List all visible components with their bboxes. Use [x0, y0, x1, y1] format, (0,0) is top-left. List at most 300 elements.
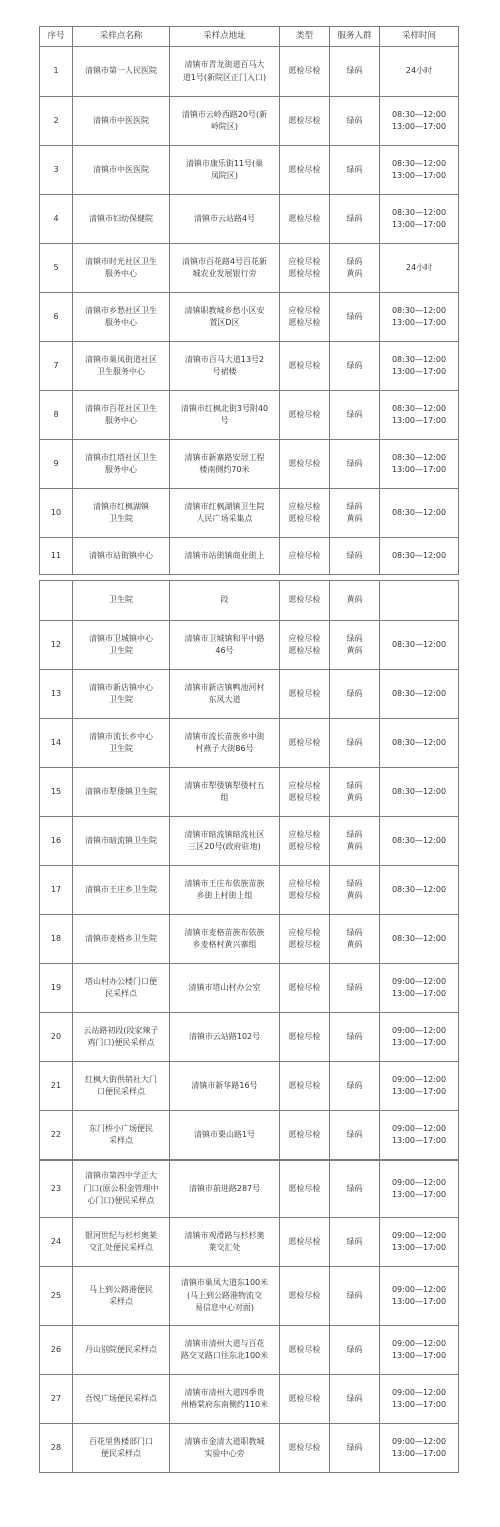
cell-line: 13:00—17:00 — [391, 1297, 447, 1306]
cell-crowd — [330, 244, 380, 293]
cell-line: 心门口)便民采样点 — [87, 1196, 155, 1206]
cell-time — [380, 342, 459, 391]
cell-line: 清镇市云岭西路20号(新 — [181, 109, 268, 119]
cell-name — [73, 621, 170, 670]
cell-addr — [170, 342, 280, 391]
cell-name — [73, 581, 170, 621]
cell-type — [280, 47, 330, 97]
cell-addr — [170, 581, 280, 621]
cell-crowd — [330, 1161, 380, 1218]
cell-name — [73, 146, 170, 195]
cell-line: 愿检尽检 — [288, 793, 321, 802]
cell-line: 09:00—12:00 — [391, 1436, 447, 1446]
table-row — [40, 964, 459, 1013]
cell-name — [73, 1111, 170, 1160]
cell-crowd — [330, 97, 380, 146]
cell-line: 13:00—17:00 — [391, 367, 447, 376]
cell-crowd — [330, 1267, 380, 1326]
cell-no: 10 — [40, 489, 73, 538]
cell-addr — [170, 97, 280, 146]
cell-line: 愿检尽检 — [288, 1183, 321, 1193]
cell-line: 09:00—12:00 — [391, 1177, 447, 1187]
cell-addr — [170, 1062, 280, 1111]
cell-time — [380, 97, 459, 146]
cell-line: 清镇市流长乡中心 — [89, 731, 153, 741]
cell-line: 黄码 — [346, 595, 363, 605]
cell-line: 清镇市清州大道与百花 — [184, 1338, 265, 1348]
cell-crowd — [330, 1013, 380, 1062]
cell-addr — [170, 915, 280, 964]
cell-time — [380, 1111, 459, 1160]
cell-name — [73, 489, 170, 538]
cell-line: 民采样点 — [105, 989, 137, 998]
cell-time — [380, 817, 459, 866]
cell-line: 愿检尽检 — [288, 842, 321, 851]
cell-line: 13:00—17:00 — [391, 1400, 447, 1409]
cell-time — [380, 146, 459, 195]
cell-line: 08:30—12:00 — [391, 403, 447, 413]
table-row — [40, 538, 459, 575]
cell-addr — [170, 146, 280, 195]
cell-time — [380, 1267, 459, 1326]
cell-type — [280, 1375, 330, 1424]
cell-line: 塔山村办公楼门口便 — [85, 976, 157, 986]
sampling-table-part-3 — [39, 1160, 459, 1473]
cell-line: 愿检尽检 — [288, 269, 321, 278]
cell-no: 19 — [40, 964, 73, 1013]
cell-crowd — [330, 581, 380, 621]
cell-line: 清镇市百马大道13号2 — [184, 354, 265, 364]
cell-crowd — [330, 866, 380, 915]
cell-time — [380, 1161, 459, 1218]
cell-line: 绿码 — [346, 360, 363, 370]
table-row — [40, 1375, 459, 1424]
table-row — [40, 915, 459, 964]
cell-time — [380, 440, 459, 489]
cell-time — [380, 538, 459, 575]
cell-line: 13:00—17:00 — [391, 1087, 447, 1096]
cell-line: 清镇市红枫湖镇 — [93, 501, 149, 511]
cell-line: 愿检尽检 — [288, 458, 321, 468]
cell-line: 08:30—12:00 — [391, 305, 447, 315]
cell-line: 黄码 — [346, 793, 363, 802]
cell-addr — [170, 489, 280, 538]
cell-line: 09:00—12:00 — [391, 1387, 447, 1397]
cell-line: 清镇市前进路287号 — [188, 1183, 261, 1193]
table-row — [40, 1267, 459, 1326]
cell-time — [380, 915, 459, 964]
cell-line: 清镇市麦格苗族布依族 — [184, 927, 265, 937]
cell-line: 黄码 — [346, 514, 363, 523]
sampling-table-part-2 — [39, 580, 459, 1160]
column-header: 采样点名称 — [73, 27, 170, 47]
cell-line: 清镇市栗山路1号 — [193, 1129, 256, 1139]
cell-name — [73, 915, 170, 964]
cell-line: 清镇市卫城镇中心 — [89, 633, 153, 643]
table-row — [40, 719, 459, 768]
cell-line: 村燕子大街86号 — [195, 744, 254, 753]
cell-line: 清镇市王庄乡卫生院 — [85, 884, 157, 894]
cell-type — [280, 581, 330, 621]
cell-line: 清镇市新华路16号 — [191, 1080, 258, 1090]
cell-line: 清镇市巢凤街道社区 — [85, 354, 157, 364]
cell-no: 2 — [40, 97, 73, 146]
cell-line: 清镇市中医医院 — [93, 164, 149, 174]
cell-line: 实验中心旁 — [204, 1449, 245, 1458]
cell-type — [280, 146, 330, 195]
cell-time — [380, 244, 459, 293]
cell-line: 绿码 — [346, 1129, 363, 1139]
cell-line: 号 — [220, 416, 229, 425]
cell-time — [380, 1375, 459, 1424]
table-row — [40, 97, 459, 146]
table-row — [40, 1111, 459, 1160]
cell-crowd — [330, 817, 380, 866]
cell-line: 马上到公路港便民 — [89, 1284, 153, 1294]
cell-addr — [170, 866, 280, 915]
cell-crowd — [330, 440, 380, 489]
cell-line: 绿码 — [346, 1031, 363, 1041]
cell-line: 13:00—17:00 — [391, 171, 447, 180]
cell-line: 清镇市站街镇商业街上 — [184, 550, 265, 560]
cell-addr — [170, 1424, 280, 1473]
cell-line: 应检尽检 — [288, 305, 321, 315]
cell-name — [73, 1161, 170, 1218]
cell-line: 46号 — [215, 646, 234, 655]
cell-no: 23 — [40, 1161, 73, 1218]
cell-line: 清镇市新店镇中心 — [89, 682, 153, 692]
cell-addr — [170, 621, 280, 670]
cell-line: 应检尽检 — [288, 878, 321, 888]
table-row — [40, 621, 459, 670]
cell-time — [380, 866, 459, 915]
cell-line: 乡麦格村黄兴寨组 — [192, 940, 257, 949]
table-row — [40, 866, 459, 915]
cell-no: 20 — [40, 1013, 73, 1062]
cell-line: 清镇市百花路4号百花新 — [181, 256, 268, 266]
cell-line: 人民广场采集点 — [196, 514, 253, 523]
cell-addr — [170, 1267, 280, 1326]
cell-line: 丹山别院便民采样点 — [85, 1344, 157, 1354]
cell-time — [380, 1218, 459, 1267]
cell-line: 州椿棠府东南侧约110米 — [180, 1400, 269, 1409]
cell-line: 凤院区) — [210, 171, 239, 180]
cell-line: 绿码 — [346, 1442, 363, 1452]
cell-line: 24小时 — [405, 262, 433, 272]
cell-line: 13:00—17:00 — [391, 1190, 447, 1199]
cell-line: 绿码 — [346, 829, 363, 839]
cell-no: 6 — [40, 293, 73, 342]
cell-line: 道1号(新院区正门入口) — [182, 72, 267, 82]
cell-line: 服务中心 — [105, 318, 137, 327]
cell-line: 13:00—17:00 — [391, 416, 447, 425]
cell-type — [280, 440, 330, 489]
cell-addr — [170, 195, 280, 244]
cell-line: 愿检尽检 — [288, 940, 321, 949]
column-header: 服务人群 — [330, 27, 380, 47]
cell-line: 三区20号(政府驻地) — [188, 842, 261, 851]
cell-line: 云站路初段(段家辣子 — [83, 1025, 159, 1035]
cell-name — [73, 1267, 170, 1326]
cell-line: 清镇市乡愁社区卫生 — [85, 305, 157, 315]
cell-line: 08:30—12:00 — [391, 737, 447, 747]
cell-line: (马上到公路港物流交 — [186, 1290, 263, 1300]
cell-line: 08:30—12:00 — [391, 507, 447, 517]
cell-line: 清镇市流长苗族乡中街 — [184, 731, 265, 741]
cell-no: 17 — [40, 866, 73, 915]
table-row — [40, 440, 459, 489]
cell-line: 绿码 — [346, 66, 363, 76]
cell-line: 银河世纪与杉杉奥莱 — [85, 1230, 157, 1240]
cell-no: 4 — [40, 195, 73, 244]
cell-line: 愿检尽检 — [288, 1129, 321, 1139]
cell-name — [73, 1062, 170, 1111]
cell-line: 绿码 — [346, 878, 363, 888]
cell-line: 清镇市红塔社区卫生 — [85, 452, 157, 462]
cell-line: 卫生院 — [109, 514, 133, 523]
cell-crowd — [330, 670, 380, 719]
cell-line: 清镇市第一人民医院 — [85, 66, 157, 76]
cell-no: 25 — [40, 1267, 73, 1326]
cell-addr — [170, 244, 280, 293]
table-row — [40, 47, 459, 97]
cell-addr — [170, 1161, 280, 1218]
cell-line: 08:30—12:00 — [391, 452, 447, 462]
cell-line: 09:00—12:00 — [391, 1230, 447, 1240]
table-row — [40, 342, 459, 391]
column-header: 采样时间 — [380, 27, 459, 47]
cell-no: 11 — [40, 538, 73, 575]
table-row — [40, 1013, 459, 1062]
cell-line: 岭院区) — [210, 122, 239, 131]
cell-no: 26 — [40, 1326, 73, 1375]
cell-line: 清镇市红枫北街3号附40 — [180, 403, 269, 413]
cell-line: 清镇市暗流镇暗流社区 — [184, 829, 265, 839]
cell-addr — [170, 1013, 280, 1062]
cell-line: 口便民采样点 — [97, 1087, 145, 1096]
cell-type — [280, 342, 330, 391]
cell-line: 13:00—17:00 — [391, 1243, 447, 1252]
cell-crowd — [330, 293, 380, 342]
cell-type — [280, 817, 330, 866]
cell-line: 段 — [220, 595, 229, 605]
cell-crowd — [330, 489, 380, 538]
table-row — [40, 195, 459, 244]
cell-line: 13:00—17:00 — [391, 1351, 447, 1360]
cell-name — [73, 1424, 170, 1473]
sampling-table-part-1 — [39, 26, 459, 575]
cell-addr — [170, 47, 280, 97]
cell-line: 服务中心 — [105, 416, 137, 425]
cell-crowd — [330, 47, 380, 97]
cell-addr — [170, 391, 280, 440]
cell-crowd — [330, 1326, 380, 1375]
cell-crowd — [330, 1424, 380, 1473]
cell-line: 愿检尽检 — [288, 318, 321, 327]
table-row — [40, 768, 459, 817]
cell-line: 愿检尽检 — [288, 737, 321, 747]
cell-line: 清镇市暗流镇卫生院 — [85, 835, 157, 845]
cell-line: 愿检尽检 — [288, 66, 321, 76]
cell-line: 08:30—12:00 — [391, 207, 447, 217]
column-header: 采样点地址 — [170, 27, 280, 47]
cell-time — [380, 489, 459, 538]
cell-line: 组 — [220, 793, 229, 802]
cell-line: 应检尽检 — [288, 501, 321, 511]
cell-line: 绿码 — [346, 633, 363, 643]
cell-crowd — [330, 1111, 380, 1160]
cell-name — [73, 440, 170, 489]
cell-line: 清镇市第四中学正大 — [85, 1171, 157, 1181]
cell-line: 卫生院 — [109, 744, 133, 753]
cell-line: 08:30—12:00 — [391, 639, 447, 649]
cell-line: 清镇市王庄布依族苗族 — [184, 878, 265, 888]
cell-no: 5 — [40, 244, 73, 293]
cell-no: 1 — [40, 47, 73, 97]
cell-type — [280, 293, 330, 342]
cell-line: 08:30—12:00 — [391, 550, 447, 560]
cell-line: 愿检尽检 — [288, 891, 321, 900]
table-row — [40, 1218, 459, 1267]
cell-line: 红枫大街供销社大门 — [85, 1074, 157, 1084]
cell-name — [73, 391, 170, 440]
cell-no: 28 — [40, 1424, 73, 1473]
cell-line: 路交叉路口往东北100米 — [180, 1351, 269, 1360]
cell-addr — [170, 768, 280, 817]
cell-line: 清镇职教城乡愁小区安 — [184, 305, 265, 315]
cell-line: 清镇市红枫湖镇卫生院 — [184, 501, 265, 511]
cell-line: 清镇市妇幼保健院 — [89, 213, 153, 223]
cell-name — [73, 1375, 170, 1424]
cell-name — [73, 97, 170, 146]
cell-line: 08:30—12:00 — [391, 688, 447, 698]
cell-line: 清镇市百花社区卫生 — [85, 403, 157, 413]
table-row — [40, 146, 459, 195]
cell-line: 绿码 — [346, 1393, 363, 1403]
cell-crowd — [330, 1218, 380, 1267]
cell-line: 采样点 — [109, 1136, 133, 1145]
cell-type — [280, 1161, 330, 1218]
cell-line: 东风大道 — [208, 695, 241, 704]
cell-name — [73, 538, 170, 575]
cell-no: 21 — [40, 1062, 73, 1111]
cell-line: 13:00—17:00 — [391, 318, 447, 327]
cell-line: 卫生服务中心 — [97, 367, 145, 376]
cell-line: 应检尽检 — [288, 550, 321, 560]
cell-name — [73, 1218, 170, 1267]
cell-line: 13:00—17:00 — [391, 1136, 447, 1145]
cell-name — [73, 817, 170, 866]
cell-line: 绿码 — [346, 256, 363, 266]
cell-time — [380, 581, 459, 621]
cell-line: 08:30—12:00 — [391, 884, 447, 894]
cell-time — [380, 195, 459, 244]
cell-line: 服务中心 — [105, 465, 137, 474]
cell-line: 清镇市塔山村办公室 — [188, 982, 261, 992]
cell-addr — [170, 1111, 280, 1160]
table-row — [40, 244, 459, 293]
cell-line: 清镇市新寨路安居工程 — [184, 452, 265, 462]
cell-line: 清镇市云站路102号 — [188, 1031, 261, 1041]
cell-addr — [170, 719, 280, 768]
cell-line: 绿码 — [346, 1183, 363, 1193]
cell-line: 黄码 — [346, 940, 363, 949]
cell-line: 采样点 — [109, 1297, 133, 1306]
cell-name — [73, 719, 170, 768]
cell-crowd — [330, 391, 380, 440]
cell-no: 14 — [40, 719, 73, 768]
cell-name — [73, 244, 170, 293]
cell-line: 鸡门口)便民采样点 — [87, 1038, 155, 1047]
cell-line: 绿码 — [346, 780, 363, 790]
table-row — [40, 1326, 459, 1375]
cell-line: 愿检尽检 — [288, 982, 321, 992]
cell-crowd — [330, 719, 380, 768]
cell-type — [280, 489, 330, 538]
cell-line: 楼南侧约70米 — [199, 465, 250, 474]
cell-type — [280, 244, 330, 293]
cell-crowd — [330, 915, 380, 964]
cell-line: 乡街上村街上组 — [196, 891, 253, 900]
cell-line: 愿检尽检 — [288, 1393, 321, 1403]
cell-line: 绿码 — [346, 115, 363, 125]
cell-crowd — [330, 146, 380, 195]
cell-crowd — [330, 1375, 380, 1424]
cell-line: 清镇市麦格乡卫生院 — [85, 933, 157, 943]
cell-name — [73, 47, 170, 97]
cell-crowd — [330, 1062, 380, 1111]
cell-line: 绿码 — [346, 550, 363, 560]
cell-crowd — [330, 621, 380, 670]
cell-addr — [170, 1375, 280, 1424]
cell-line: 莱交汇处 — [208, 1243, 241, 1252]
cell-no: 13 — [40, 670, 73, 719]
cell-addr — [170, 440, 280, 489]
cell-no: 16 — [40, 817, 73, 866]
cell-line: 清镇市金清大道职教城 — [184, 1436, 265, 1446]
cell-time — [380, 964, 459, 1013]
cell-no: 27 — [40, 1375, 73, 1424]
cell-time — [380, 1013, 459, 1062]
cell-line: 清镇市青龙街道百马大 — [184, 60, 265, 69]
table-row — [40, 1062, 459, 1111]
cell-no: 9 — [40, 440, 73, 489]
cell-line: 09:00—12:00 — [391, 1338, 447, 1348]
cell-type — [280, 866, 330, 915]
cell-time — [380, 47, 459, 97]
cell-crowd — [330, 195, 380, 244]
cell-no — [40, 581, 73, 621]
cell-line: 绿码 — [346, 409, 363, 419]
cell-no: 12 — [40, 621, 73, 670]
cell-time — [380, 719, 459, 768]
cell-line: 清镇市云站路4号 — [193, 213, 256, 223]
cell-crowd — [330, 342, 380, 391]
cell-time — [380, 1326, 459, 1375]
cell-time — [380, 621, 459, 670]
cell-addr — [170, 670, 280, 719]
cell-line: 08:30—12:00 — [391, 354, 447, 364]
cell-line: 服务中心 — [105, 269, 137, 278]
cell-line: 便民采样点 — [101, 1449, 141, 1458]
cell-line: 愿检尽检 — [288, 1236, 321, 1246]
cell-line: 绿码 — [346, 501, 363, 511]
cell-line: 绿码 — [346, 1080, 363, 1090]
table-row — [40, 391, 459, 440]
cell-no: 18 — [40, 915, 73, 964]
cell-type — [280, 1218, 330, 1267]
cell-line: 08:30—12:00 — [391, 109, 447, 119]
